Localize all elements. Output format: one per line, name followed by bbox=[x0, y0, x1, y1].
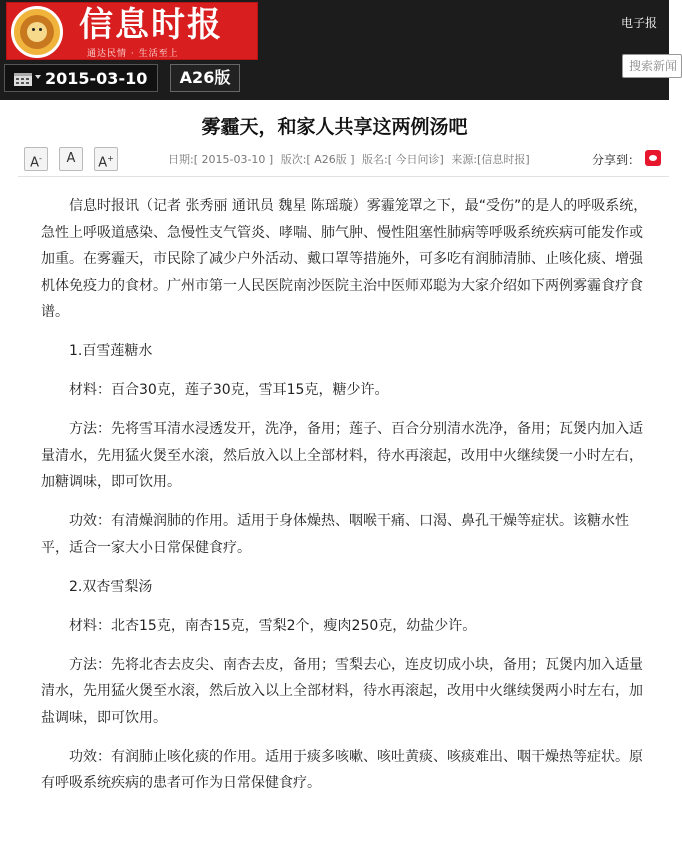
meta-edition: 版次:[ A26版 ] bbox=[280, 153, 355, 166]
date-selector[interactable] bbox=[4, 64, 158, 92]
divider bbox=[18, 176, 669, 177]
weibo-share-icon[interactable] bbox=[645, 150, 661, 166]
font-decrease-button[interactable]: A- bbox=[24, 147, 48, 171]
page-selector[interactable]: A26版 bbox=[170, 64, 240, 92]
meta-info bbox=[168, 151, 534, 167]
logo-title: 信息时报 bbox=[79, 5, 223, 45]
meta-date: 日期:[ 2015-03-10 ] bbox=[168, 153, 274, 166]
paragraph: 材料：百合30克，莲子30克，雪耳15克，糖少许。 bbox=[69, 382, 389, 398]
newspaper-logo[interactable] bbox=[6, 2, 258, 60]
calendar-icon bbox=[13, 71, 33, 87]
share-label: 分享到： bbox=[592, 153, 641, 167]
meta-section: 版名:[ 今日问诊] bbox=[362, 153, 444, 166]
font-reset-button[interactable]: A bbox=[59, 147, 83, 171]
article-body bbox=[41, 193, 651, 809]
paragraph: 功效：有润肺止咳化痰的作用。适用于痰多咳嗽、咳吐黄痰、咳痰难出、咽干燥热等症状。原有呼吸系统疾病的患者可作为日常保健食疗。 bbox=[41, 748, 643, 791]
paragraph: 1.百雪莲糖水 bbox=[69, 343, 153, 359]
masthead bbox=[0, 0, 678, 100]
issue-date: 2015-03-10 bbox=[45, 69, 148, 88]
epaper-link[interactable]: 电子报 bbox=[621, 16, 658, 30]
paragraph: 材料：北杏15克，南杏15克，雪梨2个，瘦肉250克，幼盐少许。 bbox=[69, 617, 477, 634]
paragraph: 2.双杏雪梨汤 bbox=[69, 578, 153, 595]
lion-mascot-icon bbox=[11, 6, 63, 58]
paragraph: 方法：先将北杏去皮尖、南杏去皮，备用；雪梨去心，连皮切成小块，备用；瓦煲内加入适量清水，先用猛火煲至水滚，然后放入以上全部材料，待水再滚起，改用中火继续煲两小时左右，加盐调味，即可饮用。 bbox=[41, 656, 643, 726]
meta-source: 来源:[信息时报] bbox=[451, 153, 530, 166]
article-meta bbox=[0, 145, 669, 173]
logo-slogan: 通达民情 · 生活至上 bbox=[87, 49, 179, 59]
paragraph: 信息时报讯（记者 张秀丽 通讯员 魏星 陈瑶璇）雾霾笼罩之下，最“受伤”的是人的呼吸系统，急性上呼吸道感染、急慢性支气管炎、哮喘、肺气肿、慢性阻塞性肺病等呼吸系统疾病可能发作或加重。在雾霾天，市民除了减少户外活动、戴口罩等措施外，可多吃有润肺清肺、止咳化痰、增强机体免疫力的食材。广州市第一人民医院南沙医院主治中医师邓聪为大家介绍如下两例雾霾食疗食谱。 bbox=[41, 198, 648, 320]
font-increase-button[interactable]: A+ bbox=[94, 147, 118, 171]
paragraph: 方法：先将雪耳清水浸透发开，洗净，备用；莲子、百合分别清水洗净，备用；瓦煲内加入适量清水，先用猛火煲至水滚，然后放入以上全部材料，待水再滚起，改用中火继续煲一小时左右，加糖调味，即可饮用。 bbox=[41, 421, 643, 490]
paragraph: 功效：有清燥润肺的作用。适用于身体燥热、咽喉干痛、口渴、鼻孔干燥等症状。该糖水性平，适合一家大小日常保健食疗。 bbox=[41, 513, 629, 556]
chevron-down-icon bbox=[35, 75, 41, 79]
search-input[interactable]: 搜索新闻 bbox=[622, 54, 682, 78]
article-title: 雾霾天，和家人共享这两例汤吧 bbox=[201, 116, 468, 138]
